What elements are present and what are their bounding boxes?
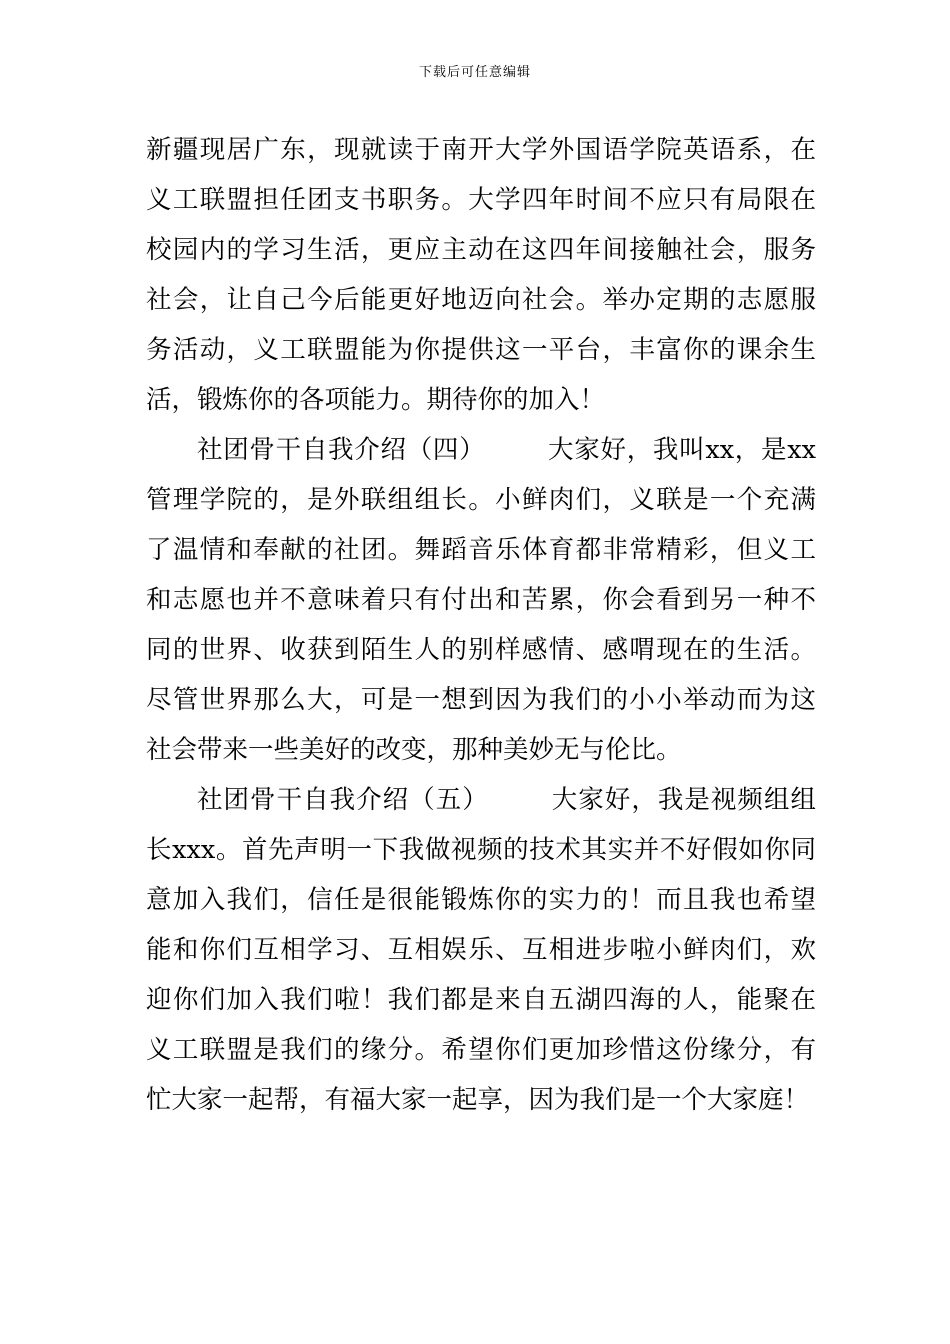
paragraph-line: 尽管世界那么大，可是一想到因为我们的小小举动而为这 bbox=[146, 685, 816, 715]
paragraph-line: 同的世界、收获到陌生人的别样感情、感喟现在的生活。 bbox=[146, 635, 816, 665]
page-header: 下载后可任意编辑 bbox=[418, 65, 531, 80]
paragraph-line: 长xxx。首先声明一下我做视频的技术其实并不好假如你同 bbox=[146, 835, 816, 865]
section-five-intro: 大家好，我是视频组组 bbox=[550, 785, 816, 815]
paragraph-line: 和志愿也并不意味着只有付出和苦累，你会看到另一种不 bbox=[146, 585, 816, 615]
section-five-heading: 社团骨干自我介绍（五） bbox=[197, 785, 489, 815]
section-four-first-line bbox=[197, 430, 816, 470]
paragraph-line: 社会，让自己今后能更好地迈向社会。举办定期的志愿服 bbox=[146, 285, 816, 315]
paragraph-line: 义工联盟是我们的缘分。希望你们更加珍惜这份缘分，有 bbox=[146, 1035, 816, 1065]
paragraph-line: 义工联盟担任团支书职务。大学四年时间不应只有局限在 bbox=[146, 185, 816, 215]
section-four-intro: 大家好，我叫xx，是xx bbox=[547, 435, 816, 465]
section-four-heading: 社团骨干自我介绍（四） bbox=[197, 435, 486, 465]
paragraph-line: 校园内的学习生活，更应主动在这四年间接触社会，服务 bbox=[146, 235, 816, 265]
paragraph-line: 能和你们互相学习、互相娱乐、互相进步啦小鲜肉们，欢 bbox=[146, 935, 816, 965]
paragraph-line: 新疆现居广东，现就读于南开大学外国语学院英语系，在 bbox=[146, 135, 816, 165]
paragraph-line: 忙大家一起帮，有福大家一起享，因为我们是一个大家庭！ bbox=[146, 1085, 810, 1115]
paragraph-line: 了温情和奉献的社团。舞蹈音乐体育都非常精彩，但义工 bbox=[146, 535, 816, 565]
paragraph-line: 务活动，义工联盟能为你提供这一平台，丰富你的课余生 bbox=[146, 335, 816, 365]
paragraph-line: 管理学院的，是外联组组长。小鲜肉们，义联是一个充满 bbox=[146, 485, 816, 515]
paragraph-line: 活，锻炼你的各项能力。期待你的加入！ bbox=[146, 385, 606, 415]
section-five-first-line bbox=[197, 780, 816, 820]
paragraph-line: 迎你们加入我们啦！我们都是来自五湖四海的人，能聚在 bbox=[146, 985, 816, 1015]
paragraph-line: 社会带来一些美好的改变，那种美妙无与伦比。 bbox=[146, 735, 682, 765]
paragraph-line: 意加入我们，信任是很能锻炼你的实力的！而且我也希望 bbox=[146, 885, 816, 915]
